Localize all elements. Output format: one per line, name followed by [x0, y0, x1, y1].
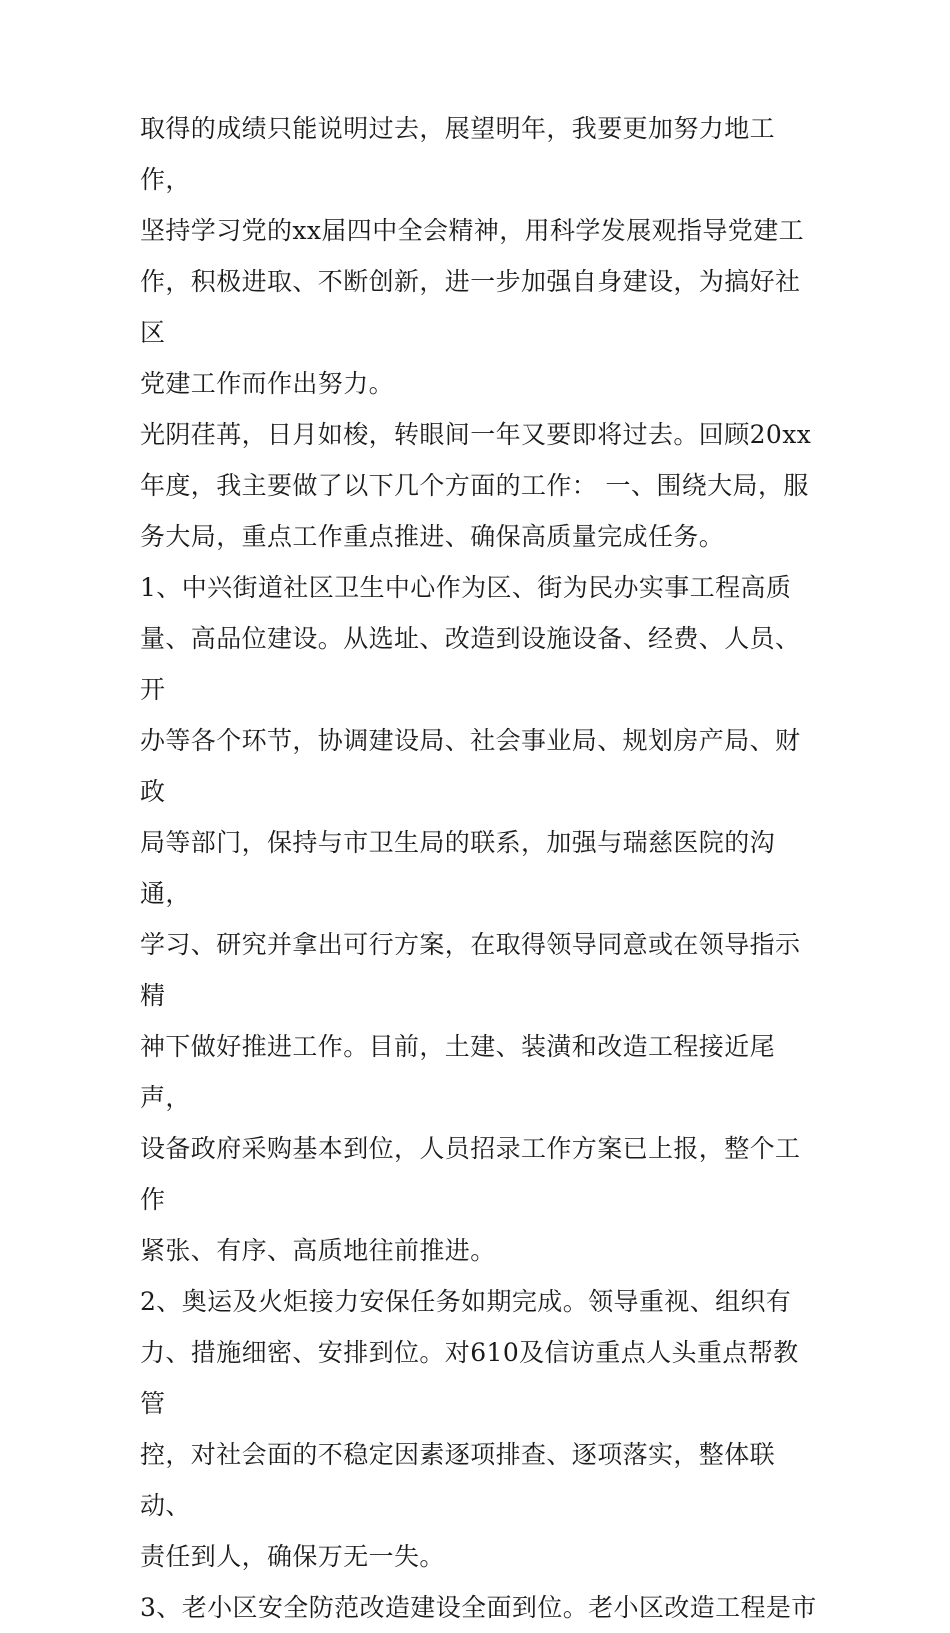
paragraph-item-1: 1、中兴街道社区卫生中心作为区、街为民办实事工程高质 量、高品位建设。从选址、改造到设施设备、经费、人员、开 办等各个环节，协调建设局、社会事业局、规划房产局、财政 局等部门，保持与市卫生局的联系，加强与瑞慈医院的沟通， 学习、研究并拿出可行方案，在取得领导同意或在领导指示精 神下做好推进工作。目前，土建、装潢和改造工程接近尾声， 设备政府采购基本到位，人员招录工作方案已上报，整个工作 紧张、有序、高质地往前推进。 — [140, 573, 801, 1265]
paragraph-intro: 光阴荏苒，日月如梭，转眼间一年又要即将过去。回顾20xx 年度，我主要做了以下几个方面的工作： 一、围绕大局，服 务大局，重点工作重点推进、确保高质量完成任务。 — [140, 420, 812, 551]
paragraph-item-3: 3、老小区安全防范改造建设全面到位。老小区改造工程是市 — [140, 1593, 817, 1622]
document-body — [140, 103, 820, 1633]
paragraph-item-2: 2、奥运及火炬接力安保任务如期完成。领导重视、组织有 力、措施细密、安排到位。对610及信访重点人头重点帮教管 控，对社会面的不稳定因素逐项排查、逐项落实，整体联动、 责任到人，确保万无一失。 — [140, 1287, 799, 1571]
paragraph-summary: 取得的成绩只能说明过去，展望明年，我要更加努力地工作， 坚持学习党的xx届四中全会精神，用科学发展观指导党建工 作，积极进取、不断创新，进一步加强自身建设，为搞好社区 党建工作而作出努力。 — [140, 114, 805, 398]
